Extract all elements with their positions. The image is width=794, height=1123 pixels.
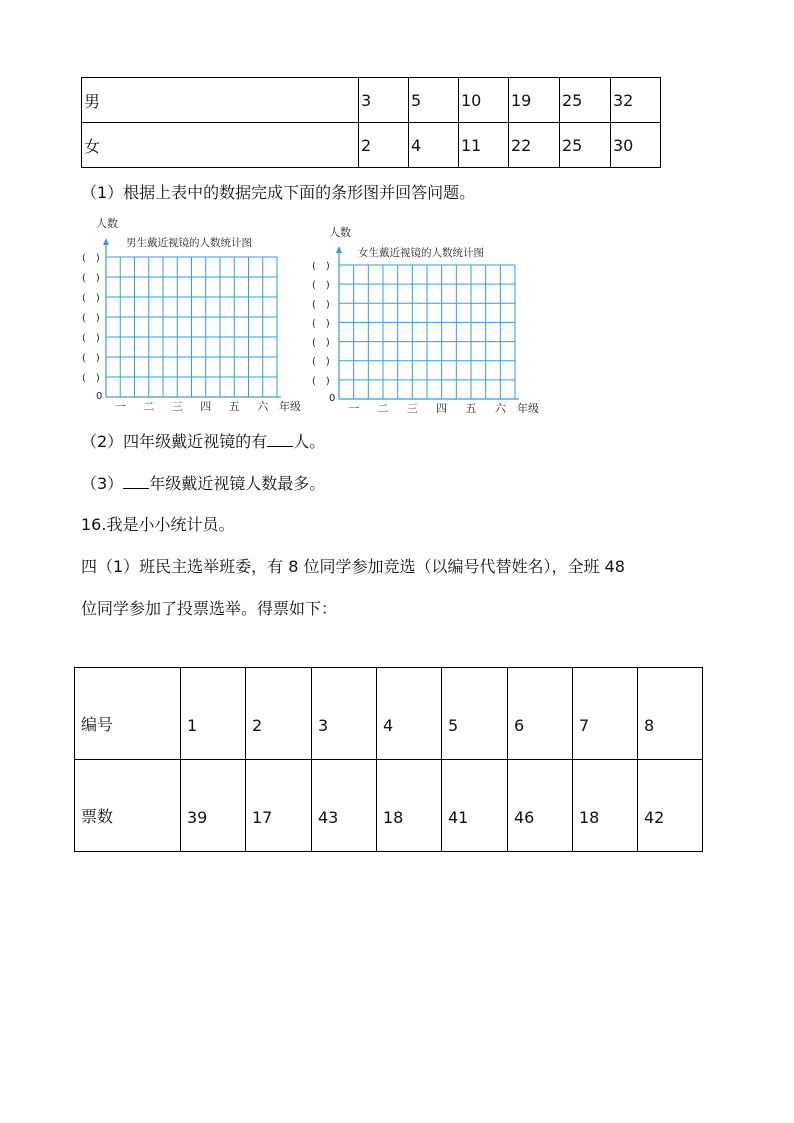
table-cell: 17	[246, 760, 312, 852]
x-tick-label: 一	[348, 402, 360, 415]
x-tick-label: 一	[114, 400, 126, 413]
table-cell: 5	[442, 668, 508, 760]
table-cell: 3	[359, 78, 409, 123]
table-cell: 2	[359, 123, 409, 168]
y-tick-blank: ( )	[312, 318, 330, 330]
row-label: 票数	[75, 760, 181, 852]
y-tick-blank: ( )	[312, 375, 330, 387]
table-cell: 19	[509, 78, 560, 123]
y-tick-blank: ( )	[82, 353, 100, 364]
y-tick-blank: ( )	[82, 373, 100, 384]
table-cell: 22	[509, 123, 560, 168]
origin-label: 0	[329, 393, 336, 404]
table-cell: 2	[246, 668, 312, 760]
y-tick-blank: ( )	[312, 280, 330, 292]
table-cell: 41	[442, 760, 508, 852]
question-3	[81, 471, 325, 494]
answer-blank[interactable]	[267, 432, 293, 447]
question-2	[81, 429, 325, 452]
table-cell: 4	[377, 668, 442, 760]
x-tick-label: 三	[406, 402, 418, 415]
votes-table	[74, 667, 703, 852]
table-cell: 1	[181, 668, 246, 760]
boys-bar-chart	[78, 212, 308, 417]
x-tick-label: 二	[377, 402, 389, 415]
table-cell: 8	[638, 668, 703, 760]
question-16-text: 四（1）班民主选举班委，有 8 位同学参加竞选（以编号代替姓名），全班 48	[81, 557, 625, 576]
table-row	[82, 78, 661, 123]
table-cell: 25	[560, 123, 611, 168]
x-tick-label: 四	[200, 400, 212, 413]
question-2-text: （2）四年级戴近视镜的有	[81, 432, 268, 451]
glasses-table	[81, 77, 661, 168]
chart-title: 男生戴近视镜的人数统计图	[126, 237, 252, 249]
x-tick-label: 四	[436, 402, 448, 415]
table-cell: 18	[573, 760, 638, 852]
table-cell: 3	[312, 668, 377, 760]
y-axis-arrow	[336, 246, 342, 253]
x-tick-label: 六	[494, 402, 506, 415]
x-tick-label: 二	[143, 400, 155, 413]
table-cell: 5	[409, 78, 459, 123]
x-axis-label: 年级	[279, 400, 301, 413]
y-axis-label: 人数	[329, 226, 351, 239]
y-tick-blank: ( )	[82, 333, 100, 344]
table-cell: 46	[508, 760, 573, 852]
table-cell: 39	[181, 760, 246, 852]
question-16-text-cont: 位同学参加了投票选举。得票如下：	[81, 599, 338, 618]
table-row	[82, 123, 661, 168]
y-tick-blank: ( )	[312, 261, 330, 272]
x-tick-label: 五	[465, 402, 477, 415]
y-tick-blank: ( )	[312, 356, 330, 368]
x-tick-label: 三	[171, 400, 183, 413]
x-axis-label: 年级	[517, 402, 539, 415]
chart-title: 女生戴近视镜的人数统计图	[358, 247, 484, 259]
y-tick-blank: ( )	[82, 253, 100, 264]
row-label: 女	[82, 123, 359, 168]
table-cell: 7	[573, 668, 638, 760]
table-row	[75, 760, 703, 852]
origin-label: 0	[96, 391, 103, 402]
table-row	[75, 668, 703, 760]
x-tick-label: 五	[228, 400, 240, 413]
question-2-suffix: 人。	[293, 432, 326, 451]
x-tick-label: 六	[257, 400, 269, 413]
y-tick-blank: ( )	[82, 293, 100, 304]
table-cell: 42	[638, 760, 703, 852]
table-cell: 43	[312, 760, 377, 852]
y-axis-arrow	[103, 238, 109, 245]
y-tick-blank: ( )	[312, 299, 330, 311]
girls-bar-chart	[308, 222, 548, 417]
row-label: 编号	[75, 668, 181, 760]
table-cell: 25	[560, 78, 611, 123]
table-cell: 11	[459, 123, 509, 168]
row-label: 男	[82, 78, 359, 123]
y-tick-blank: ( )	[82, 273, 100, 284]
table-cell: 4	[409, 123, 459, 168]
y-tick-blank: ( )	[312, 337, 330, 349]
y-axis-label: 人数	[96, 217, 118, 230]
table-cell: 6	[508, 668, 573, 760]
table-cell: 32	[611, 78, 661, 123]
table-cell: 30	[611, 123, 661, 168]
question-1: （1）根据上表中的数据完成下面的条形图并回答问题。	[81, 183, 476, 202]
y-tick-blank: ( )	[82, 313, 100, 324]
question-3-text: （3）	[81, 474, 124, 493]
question-3-suffix: 年级戴近视镜人数最多。	[149, 474, 326, 493]
table-cell: 18	[377, 760, 442, 852]
answer-blank[interactable]	[123, 474, 149, 489]
question-16-title: 16.我是小小统计员。	[81, 515, 235, 534]
table-cell: 10	[459, 78, 509, 123]
